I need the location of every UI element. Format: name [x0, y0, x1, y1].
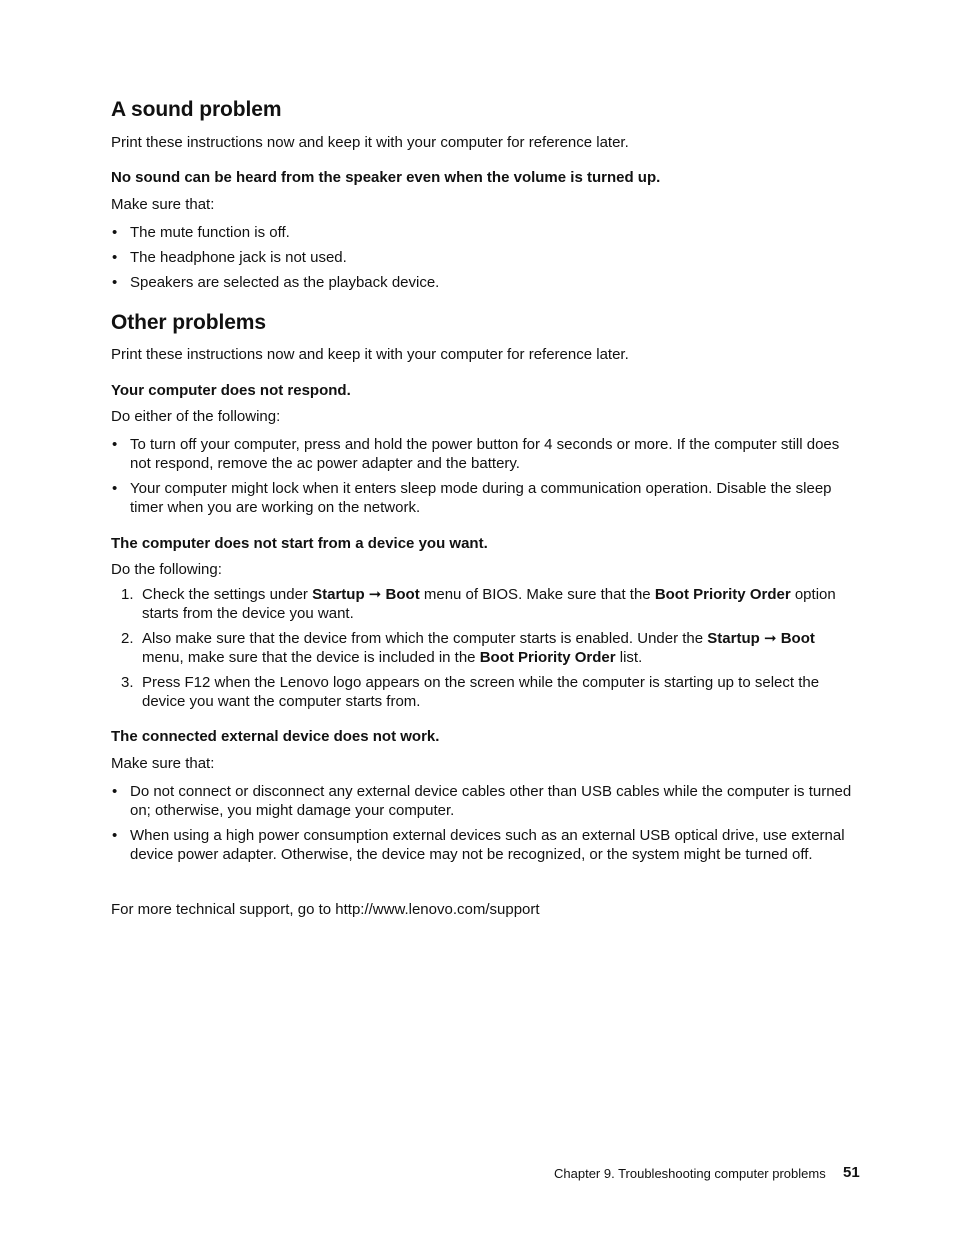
start-lead: Do the following: [111, 561, 222, 578]
sound-symptom: No sound can be heard from the speaker even when the volume is turned up. [111, 169, 661, 186]
step-number: 2. [121, 630, 134, 647]
arrow-icon: ➞ [368, 586, 382, 603]
sound-intro: Print these instructions now and keep it with your computer for reference later. [111, 134, 629, 151]
heading-sound-problem: A sound problem [111, 98, 282, 121]
respond-title: Your computer does not respond. [111, 382, 351, 399]
external-lead: Make sure that: [111, 755, 215, 772]
other-intro: Print these instructions now and keep it with your computer for reference later. [111, 346, 629, 363]
step-number: 1. [121, 586, 134, 603]
sound-lead: Make sure that: [111, 196, 215, 213]
bullet-marker: • [112, 224, 118, 241]
heading-other-problems: Other problems [111, 311, 266, 334]
support-text: For more technical support, go to http://www.lenovo.com/support [111, 901, 540, 918]
bullet-marker: • [112, 783, 118, 800]
respond-lead: Do either of the following: [111, 408, 281, 425]
external-title: The connected external device does not work. [111, 728, 440, 745]
page-footer-chapter: Chapter 9. Troubleshooting computer problems [554, 1166, 826, 1181]
bullet-marker: • [112, 480, 118, 497]
bullet-marker: • [112, 249, 118, 266]
arrow-icon: ➞ [763, 630, 777, 647]
bullet-marker: • [112, 827, 118, 844]
start-title: The computer does not start from a device you want. [111, 535, 488, 552]
step-number: 3. [121, 674, 134, 691]
bullet-marker: • [112, 436, 118, 453]
page-number: 51 [843, 1164, 860, 1181]
bullet-marker: • [112, 274, 118, 291]
